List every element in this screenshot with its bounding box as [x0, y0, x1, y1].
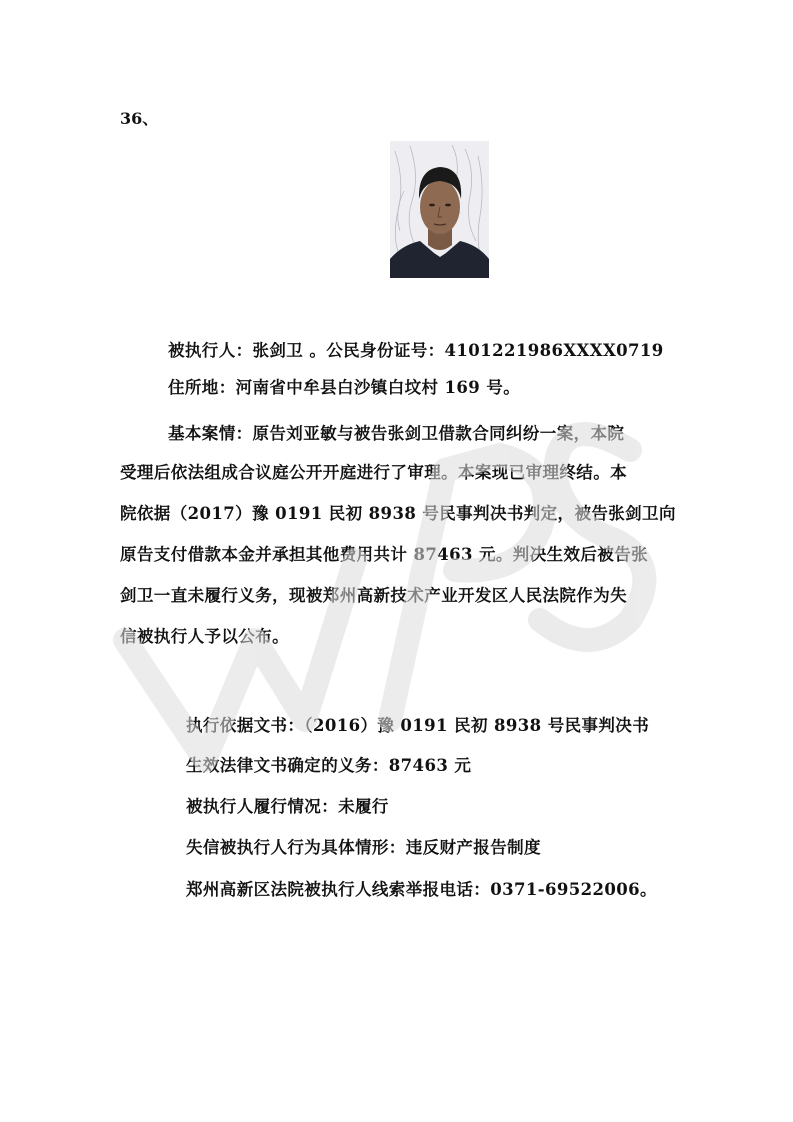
case-summary-line: 受理后依法组成合议庭公开开庭进行了审理。本案现已审理终结。本: [120, 463, 627, 482]
dishonest-behavior: 失信被执行人行为具体情形：违反财产报告制度: [186, 838, 541, 857]
performance-status: 被执行人履行情况：未履行: [186, 797, 389, 816]
person-photo-icon: [390, 141, 489, 278]
debtor-address: 住所地：河南省中牟县白沙镇白坟村 169 号。: [168, 378, 521, 397]
case-summary-line: 剑卫一直未履行义务，现被郑州高新技术产业开发区人民法院作为失: [120, 586, 627, 605]
case-summary-line: 基本案情：原告刘亚敏与被告张剑卫借款合同纠纷一案，本院: [168, 424, 625, 443]
item-number: 36、: [120, 109, 159, 128]
report-hotline: 郑州高新区法院被执行人线索举报电话：0371-69522006。: [186, 880, 657, 899]
basis-document: 执行依据文书：（2016）豫 0191 民初 8938 号民事判决书: [186, 716, 650, 735]
case-summary-line: 原告支付借款本金并承担其他费用共计 87463 元。判决生效后被告张: [120, 545, 648, 564]
case-summary-line: 院依据（2017）豫 0191 民初 8938 号民事判决书判定，被告张剑卫向: [120, 504, 676, 523]
person-photo: [390, 141, 489, 278]
debtor-name-id: 被执行人：张剑卫 。公民身份证号：4101221986XXXX0719: [168, 341, 664, 360]
obligation: 生效法律文书确定的义务：87463 元: [186, 756, 472, 775]
case-summary-line: 信被执行人予以公布。: [120, 627, 289, 646]
